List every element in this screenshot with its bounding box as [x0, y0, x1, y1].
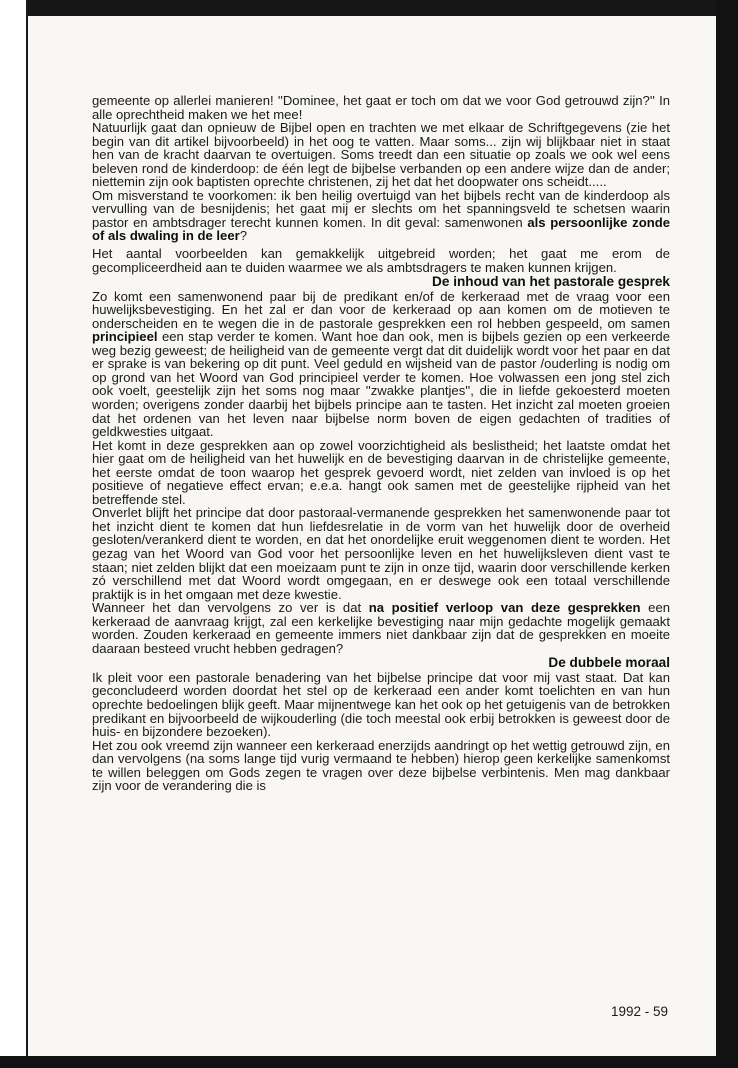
page-number: 1992 - 59 — [610, 1004, 668, 1019]
scan-edge-bottom — [0, 1056, 738, 1068]
document-page — [28, 16, 716, 1056]
paragraph: Natuurlijk gaat dan opnieuw de Bijbel open en trachten we met elkaar de Schriftgegevens (zie het begin van dit artikel bijvoorbeeld) in het oog te vatten. Maar soms... zijn wij blijkbaar niet in staat hen van de kracht daarvan te overtuigen. Soms treedt dan een situatie op zoals we ook wel eens beleven rond de kinderdoop: de één legt de bijbelse verbanden op een andere wijze dan de ander; niettemin zijn ook baptisten oprechte christenen, zij het dat het doopwater ons scheidt..... — [92, 120, 670, 190]
paragraph: Het aantal voorbeelden kan gemakkelijk uitgebreid worden; het gaat me erom de gecompliceerdheid aan te duiden waarmee we als ambtsdragers te maken kunnen krijgen. — [92, 246, 670, 275]
paragraph: Onverlet blijft het principe dat door pastoraal-vermanende gesprekken het samenwonende paar tot het inzicht dient te komen dat hun liefdesrelatie in de vorm van het huwelijk door de overheid gesloten/verankerd dient te worden, en dat het onordelijke eruit weggenomen dient te worden. Het gezag van het Woord van God voor het persoonlijke leven en het huwelijksleven dient vast te staan; niet zelden blijkt dat een moeizaam punt te zijn in onze tijd, waarin door verschillende kerken zó verschillend met dat Woord wordt omgegaan, en er deswege ook een totaal verschillende praktijk is in het omgaan met deze kwestie. — [92, 505, 670, 602]
paragraph: Het zou ook vreemd zijn wanneer een kerkeraad enerzijds aandringt op het wettig getrouwd zijn, en dan vervolgens (na soms lange tijd vurig vermaand te hebben) hierop geen kerkelijke samenkomst te willen beleggen om Gods zegen te vragen over deze bijbelse verbintenis. Men mag dankbaar zijn voor de verandering die is — [92, 737, 670, 794]
paragraph: Zo komt een samenwonend paar bij de predikant en/of de kerkeraad met de vraag voor een huwelijksbevestiging. En het zal er dan voor de kerkeraad op aan komen om de motieven te onderscheiden en te wegen die in de pastorale gesprekken een rol hebben gespeeld, om samen principieel een stap verder te komen. Want hoe dan ook, men is bijbels gezien op een verkeerde weg bezig geweest; de heiligheid van de gemeente vergt dat dit duidelijk wordt voor het paar en dat er sprake is van bekering op dit punt. Veel geduld en wijsheid van de pastor /ouderling is nodig om op grond van het Woord van God principieel verder te komen. Hoe volwassen een jong stel zich ook voelt, geestelijk zijn het soms nog maar ''zwakke plantjes'', die in liefde gekoesterd moeten worden; overigens zonder daarbij het bijbels principe aan te tasten. Het inzicht zal moeten groeien dat het ordenen van het leven naar bijbelse norm boven de eigen gedachten of tradities of geldkwesties uitgaat. — [92, 288, 670, 440]
scan-edge-top — [0, 0, 738, 16]
emphasis: na positief verloop van deze gesprekken — [368, 600, 641, 616]
paragraph: Het komt in deze gesprekken aan op zowel voorzichtigheid als beslistheid; het laatste omdat het hier gaat om de heiligheid van het huwelijk en de bevestiging daarvan in de christelijke gemeente, het eerste omdat de toon waarop het gesprek gevoerd wordt, niet zelden van invloed is op het positieve of negatieve effect ervan; e.e.a. hangt ook samen met de geestelijke rijpheid van het betreffende stel. — [92, 437, 670, 507]
paragraph: Om misverstand te voorkomen: ik ben heilig overtuigd van het bijbels recht van de kinderdoop als vervulling van de besnijdenis; het gaat mij er slechts om het spanningsveld te schetsen waarin pastor en ambtsdrager terecht kunnen komen. In dit geval: samenwonen als persoonlijke zonde of als dwaling in de leer? — [92, 187, 670, 244]
paragraph: Wanneer het dan vervolgens zo ver is dat na positief verloop van deze gesprekken een kerkeraad de aanvraag krijgt, zal een kerkelijke bevestiging naar mijn gedachte mogelijk gemaakt worden. Zouden kerkeraad en gemeente immers niet dankbaar zijn dat de gesprekken en moeite daaraan besteed vrucht hebben gedragen? — [92, 600, 671, 656]
emphasis: als persoonlijke zonde of als dwaling in de leer — [92, 214, 670, 244]
article-body — [92, 94, 670, 793]
emphasis: principieel — [92, 329, 158, 345]
paragraph: Ik pleit voor een pastorale benadering van het bijbelse principe dat voor mij vast staat. Dat kan geconcludeerd worden doordat het stel op de kerkeraad een ander komt toelichten en van hun oprechte bedoelingen blijk geeft. Maar mijnentwege kan het ook op het getuigenis van de betrokken predikant en bijvoorbeeld de wijkouderling (die toch meestal ook erbij betrokken is geweest door de huis- en bijzondere bezoeken). — [92, 669, 670, 740]
scan-edge-left — [0, 0, 28, 1068]
scan-edge-right — [716, 0, 738, 1068]
section-heading: De dubbele moraal — [548, 655, 670, 671]
paragraph: gemeente op allerlei manieren! ''Dominee, het gaat er toch om dat we voor God getrouwd zijn?'' In alle oprechtheid maken we het mee! — [92, 93, 670, 122]
section-heading: De inhoud van het pastorale gesprek — [432, 274, 670, 290]
